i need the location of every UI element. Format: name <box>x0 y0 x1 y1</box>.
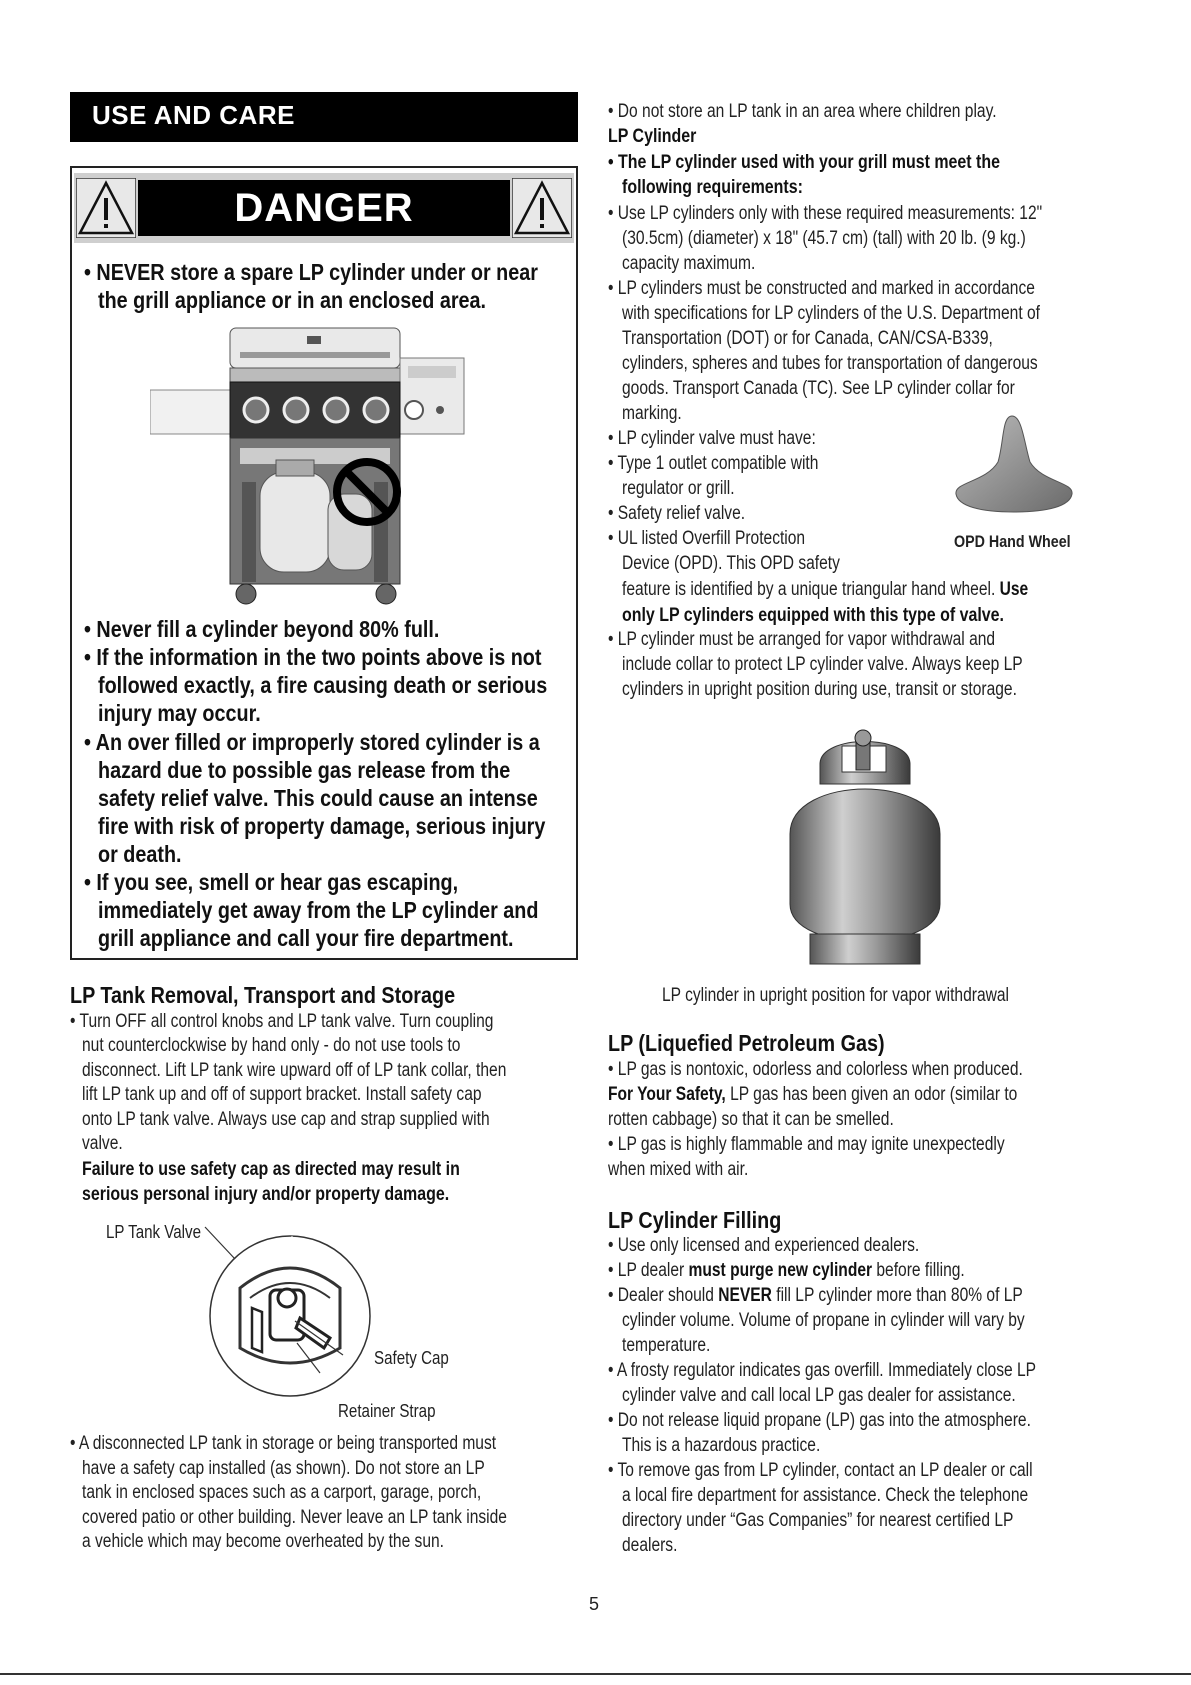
fill-text: before filling. <box>872 1260 965 1281</box>
feature-bold: Use <box>999 579 1029 600</box>
body-line: • LP cylinder valve must have: <box>608 428 816 449</box>
danger-line: • An over filled or improperly stored cylinder is a <box>84 729 540 755</box>
danger-line: • If you see, smell or hear gas escaping, <box>84 869 459 895</box>
safety-cap-label: Safety Cap <box>374 1348 449 1368</box>
body-line: cylinder valve and call local LP gas dealer for assistance. <box>622 1385 1016 1406</box>
danger-line: • If the information in the two points above is not <box>84 644 542 670</box>
danger-line: the grill appliance or in an enclosed area. <box>98 287 487 313</box>
body-line: covered patio or other building. Never leave an LP tank inside <box>82 1507 507 1528</box>
body-line: • A frosty regulator indicates gas overfill. Immediately close LP <box>608 1360 1037 1381</box>
feature-text: feature is identified by a unique triangular hand wheel. <box>622 579 996 600</box>
body-line: dealers. <box>622 1535 678 1556</box>
body-line: • LP cylinder must be arranged for vapor withdrawal and <box>608 629 996 650</box>
body-line: include collar to protect LP cylinder valve. Always keep LP <box>622 654 1023 675</box>
body-line: tank in enclosed spaces such as a carport, garage, porch, <box>82 1482 482 1503</box>
body-line: • A disconnected LP tank in storage or being transported must <box>70 1433 497 1454</box>
warning-line: Failure to use safety cap as directed may result in <box>82 1159 460 1180</box>
body-line: cylinders in upright position during use, transit or storage. <box>622 679 1017 700</box>
bottom-rule <box>0 1673 1191 1675</box>
body-line: • Type 1 outlet compatible with <box>608 453 819 474</box>
body-line <box>608 1259 965 1283</box>
lp-cylinder-illustration <box>780 724 950 974</box>
danger-line: or death. <box>98 841 182 867</box>
leader-lines <box>185 1225 385 1385</box>
body-line: • LP gas is nontoxic, odorless and colorless when produced. <box>608 1059 1023 1080</box>
section-title: USE AND CARE <box>92 100 295 130</box>
section-header <box>70 92 578 142</box>
body-line: capacity maximum. <box>622 253 756 274</box>
danger-line: • NEVER store a spare LP cylinder under or near <box>84 259 538 285</box>
retainer-strap-label: Retainer Strap <box>338 1401 436 1421</box>
danger-label: DANGER <box>138 180 510 236</box>
danger-line: safety relief valve. This could cause an intense <box>98 785 538 811</box>
body-line: • LP gas is highly flammable and may ignite unexpectedly <box>608 1134 1005 1155</box>
tank-removal-heading: LP Tank Removal, Transport and Storage <box>70 982 456 1008</box>
body-line <box>608 1083 1017 1107</box>
cylinder-caption: LP cylinder in upright position for vapor withdrawal <box>662 985 1009 1006</box>
body-line: regulator or grill. <box>622 478 735 499</box>
body-line: directory under “Gas Companies” for nearest certified LP <box>622 1510 1014 1531</box>
feature-bold-line: only LP cylinders equipped with this type of valve. <box>622 605 1004 626</box>
body-line: cylinders, spheres and tubes for transportation of dangerous <box>622 353 1038 374</box>
fill-bold: must purge new cylinder <box>688 1260 873 1281</box>
lp-cylinder-heading: LP Cylinder <box>608 126 697 147</box>
opd-hand-wheel-icon <box>952 412 1078 524</box>
fill-bold: NEVER <box>718 1285 772 1306</box>
body-line: valve. <box>82 1133 123 1154</box>
body-line: onto LP tank valve. Always use cap and strap supplied with <box>82 1109 490 1130</box>
safety-rest: LP gas has been given an odor (similar to <box>725 1084 1018 1105</box>
requirements-heading: • The LP cylinder used with your grill must meet the <box>608 152 1000 173</box>
body-line <box>622 578 1028 602</box>
warning-triangle-icon <box>76 178 136 238</box>
body-line: • Use LP cylinders only with these required measurements: 12" <box>608 203 1043 224</box>
body-line: a local fire department for assistance. Check the telephone <box>622 1485 1029 1506</box>
body-line: • Safety relief valve. <box>608 503 746 524</box>
warning-line: serious personal injury and/or property damage. <box>82 1184 450 1205</box>
body-line: temperature. <box>622 1335 711 1356</box>
body-line: (30.5cm) (diameter) x 18" (45.7 cm) (tall) with 20 lb. (9 kg.) <box>622 228 1026 249</box>
body-line: lift LP tank up and off of support bracket. Install safety cap <box>82 1084 482 1105</box>
cylinder-filling-heading: LP Cylinder Filling <box>608 1207 782 1233</box>
danger-line: grill appliance and call your fire department. <box>98 925 514 951</box>
lp-gas-heading: LP (Liquefied Petroleum Gas) <box>608 1030 885 1056</box>
body-line: • To remove gas from LP cylinder, contact an LP dealer or call <box>608 1460 1033 1481</box>
danger-line: injury may occur. <box>98 700 261 726</box>
body-line: • Do not store an LP tank in an area where children play. <box>608 101 997 122</box>
body-line: goods. Transport Canada (TC). See LP cylinder collar for <box>622 378 1015 399</box>
body-line: • UL listed Overfill Protection <box>608 528 806 549</box>
body-line: Transportation (DOT) or for Canada, CAN/CSA-B339, <box>622 328 993 349</box>
fill-text: • Dealer should <box>608 1285 719 1306</box>
valve-label: LP Tank Valve <box>106 1222 201 1242</box>
body-line: Device (OPD). This OPD safety <box>622 553 840 574</box>
danger-line: followed exactly, a fire causing death or serious <box>98 672 548 698</box>
opd-label: OPD Hand Wheel <box>954 532 1071 551</box>
body-line: have a safety cap installed (as shown). Do not store an LP <box>82 1458 485 1479</box>
body-line: a vehicle which may become overheated by the sun. <box>82 1531 445 1552</box>
danger-line: immediately get away from the LP cylinder and <box>98 897 539 923</box>
body-line: rotten cabbage) so that it can be smelled. <box>608 1109 894 1130</box>
danger-line: • Never fill a cylinder beyond 80% full. <box>84 616 440 642</box>
fill-text: fill LP cylinder more than 80% of LP <box>771 1285 1023 1306</box>
body-line: This is a hazardous practice. <box>622 1435 821 1456</box>
body-line: • Turn OFF all control knobs and LP tank valve. Turn coupling <box>70 1011 494 1032</box>
body-line: • Do not release liquid propane (LP) gas into the atmosphere. <box>608 1410 1031 1431</box>
body-line <box>608 1284 1023 1308</box>
body-line: with specifications for LP cylinders of the U.S. Department of <box>622 303 1040 324</box>
body-line: • LP cylinders must be constructed and marked in accordance <box>608 278 1035 299</box>
body-line: • Use only licensed and experienced dealers. <box>608 1235 920 1256</box>
danger-line: hazard due to possible gas release from the <box>98 757 511 783</box>
body-line: marking. <box>622 403 682 424</box>
requirements-heading: following requirements: <box>622 177 803 198</box>
body-line: when mixed with air. <box>608 1159 749 1180</box>
body-line: cylinder volume. Volume of propane in cylinder will vary by <box>622 1310 1025 1331</box>
danger-line: fire with risk of property damage, serious injury <box>98 813 546 839</box>
grill-no-storage-illustration <box>150 322 498 608</box>
page-number: 5 <box>589 1594 600 1614</box>
safety-bold: For Your Safety, <box>608 1084 726 1105</box>
fill-text: • LP dealer <box>608 1260 689 1281</box>
body-line: nut counterclockwise by hand only - do not use tools to <box>82 1035 461 1056</box>
body-line: disconnect. Lift LP tank wire upward off of LP tank collar, then <box>82 1060 507 1081</box>
warning-triangle-icon <box>512 178 572 238</box>
